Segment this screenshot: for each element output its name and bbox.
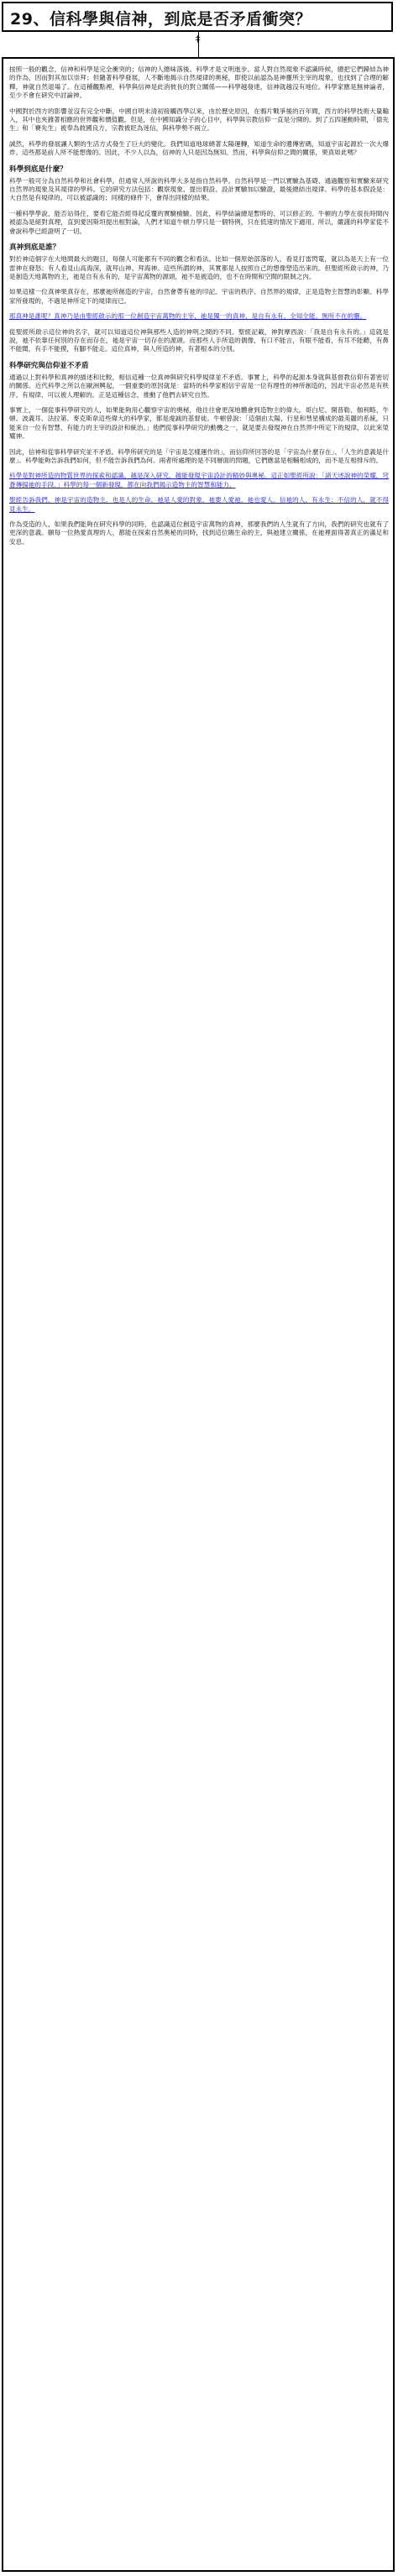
- paragraph: 從聖經所啟示這位神的名字，就可以知道這位神與那些人造的神明之間的不同。聖經記載，神對摩西說：「我是自有永有的。」這就是說，祂不依靠任何別的存在而存在，祂是宇宙一切存在的源頭。而那些人手所造的偶像，有口不能言，有眼不能看，有耳不能聽，有鼻不能聞，有手不能摸，有腳不能走。這位真神，與人所造的神，有著根本的分別。: [9, 327, 389, 353]
- paragraph: 作為受造的人，如果我們能夠在研究科學的同時，也認識這位創造宇宙萬物的真神，那麼我們的人生就有了方向，我們的研究也就有了更深的意義。願每一位熱愛真理的人，都能在探索自然奧秘的同時，找到這位賜生命的主，與祂建立關係，在祂裡面得著真正的滿足和安息。: [9, 520, 389, 546]
- paragraph: 科學一般可分為自然科學和社會科學。但通常人所說的科學大多是指自然科學。自然科學是一門以實驗為基礎、通過觀察和實驗來研究自然界的現象及其規律的學科。它的研究方法包括：觀察現象、提出假設、設計實驗加以驗證，最後總結出規律。科學的基本假設是：大自然是有規律的、可以被認識的；同樣的條件下，會得出同樣的結果。: [9, 176, 389, 202]
- highlighted-text: 聖經告訴我們，神是宇宙的造物主，也是人的生命。祂是人愛的對象，祂要人愛祂，祂也愛人。信祂的人，有永生；不信的人，就不得見永生。: [9, 496, 389, 513]
- paragraph: [9, 496, 389, 514]
- section-heading: 真神到底是誰？: [9, 243, 60, 253]
- paragraph: 事實上，一個從事科學研究的人，如果能夠用心觀察宇宙的奧秘，他往往會更深地體會到造物主的偉大。哥白尼、開普勒、伽利略、牛頓、波義耳、法拉第、麥克斯韋這些偉大的科學家，都是虔誠的基督徒。牛頓曾說：「這個由太陽、行星和彗星構成的最美麗的系統，只能來自一位有智慧、有能力的主宰的設計和統治。」他們從事科學研究的動機之一，就是要去發現神在自然界中所定下的規律，以此來榮耀神。: [9, 405, 389, 441]
- connector-knot-icon: [195, 35, 201, 43]
- title-box: [2, 2, 393, 32]
- paragraph: 中國對於西方的影響並沒有完全中斷，中國自明末清初接觸西學以來，由於歷史原因，在鴉片戰爭後的百年間，西方的科學技術大量輸入，其中也夾雜著相應的世界觀和價值觀。但是，在中國知識分子的心目中，科學與宗教信仰一直是分開的。到了五四運動時期，「德先生」和「賽先生」被奉為救國良方，宗教被貶為迷信，與科學勢不兩立。: [9, 107, 389, 133]
- paragraph: 按照一般的觀念，信神和科學是完全衝突的；信神的人總味落後、科學才是文明進步。當人對自然現象不認識時候，總把它們歸結為神的作為，因而對其加以崇拜；但隨著科學發展，人不斷地揭示自然規律的奧秘，即使以前認為是神靈所主宰的現象，也找到了合理的解釋，神就自然退場了。在這種觀點裡，科學與信神是此消彼長的對立關係——科學越發達，信神就越沒有地位。科學家應是無神論者，至少不會在研究中討論神。: [9, 65, 389, 100]
- paragraph: 如果這樣一位真神果真存在，那麼祂所創造的宇宙，自然會帶有祂的印記。宇宙的秩序、自然界的規律，正是造物主智慧的彰顯。科學家所發現的，不過是神所定下的規律而已。: [9, 288, 389, 305]
- paragraph: 因此，信神和從事科學研究並不矛盾。科學所研究的是「宇宙是怎樣運作的」，而信仰所回答的是「宇宙為什麼存在」、「人生的意義是什麼」。科學能夠告訴我們如何，但不能告訴我們為何。兩者所處理的是不同層面的問題，它們應當是相輔相成的，而不是互相排斥的。: [9, 447, 389, 464]
- article-body: [9, 65, 389, 553]
- paragraph: 對於神這個字在大地間最大的題目，每個人可能都有不同的觀念和看法。比如一個原始部落的人，看見打雷閃電，就以為是天上有一位雷神在發怒；有人看見山高海深，就拜山神、拜海神。這些所謂的神，其實都是人按照自己的想像塑造出來的。但聖經所啟示的神，乃是創造天地萬物的主，祂是自有永有的，是宇宙萬物的源頭，祂不是被造的，也不在時間和空間的限制之內。: [9, 255, 389, 280]
- section-heading: 科學到底是什麼？: [9, 165, 67, 174]
- paragraph: [9, 312, 389, 321]
- section-heading: 科學研究與信仰並不矛盾: [9, 361, 89, 370]
- highlighted-text: 那真神是誰呢？真神乃是由聖經啟示的那一位創造宇宙萬物的主宰，祂是獨一的真神，是自有永有、全知全能、無所不在的靈。: [9, 312, 367, 321]
- page-title: 29、信科學與信神，到底是否矛盾衝突？: [10, 10, 312, 29]
- paragraph: 通過以上對科學和真神的描述和比較，相信這種一位真神與研究科學規律並不矛盾。事實上，科學的起源本身就與基督教信仰有著密切的關係。近代科學之所以在歐洲興起，一個重要的原因就是：當時的科學家相信宇宙是一位有理性的神所創造的，因此宇宙必然是有秩序、有規律、可以被人理解的。正是這種信念，推動了他們去研究自然。: [9, 373, 389, 399]
- paragraph: [9, 472, 389, 489]
- paragraph: 一種科學學說，能否站得住，要看它能否經得起反覆的實驗檢驗。因此，科學結論總是暫時的、可以修正的。牛頓的力學在很長時間內被認為是絕對真理，直到愛因斯坦提出相對論，人們才知道牛頓力學只是一個特例，只在低速的情況下適用。所以，嚴謹的科學家從不會說科學已經證明了一切。: [9, 209, 389, 235]
- paragraph: 誠然，科學的發展讓人類的生活方式發生了巨大的變化。我們知道地球繞著太陽運轉，知道生命的遺傳密碼，知道宇宙起源於一次大爆炸。這些都是前人所不能想像的。因此，不少人以為，信神的人只是因為無知。然而，科學與信仰之間的關係，果真如此嗎？: [9, 139, 389, 157]
- content-box: [2, 57, 395, 2572]
- highlighted-text: 科學是對神所造的物質世界的探索和認識，越是深入研究，越能發現宇宙設計的精妙與奧秘。這正如聖經所說：「諸天述說神的榮耀，穹蒼傳揚祂的手段。」科學的每一個新發現，都在向我們揭示造物主的智慧和能力。: [9, 472, 389, 489]
